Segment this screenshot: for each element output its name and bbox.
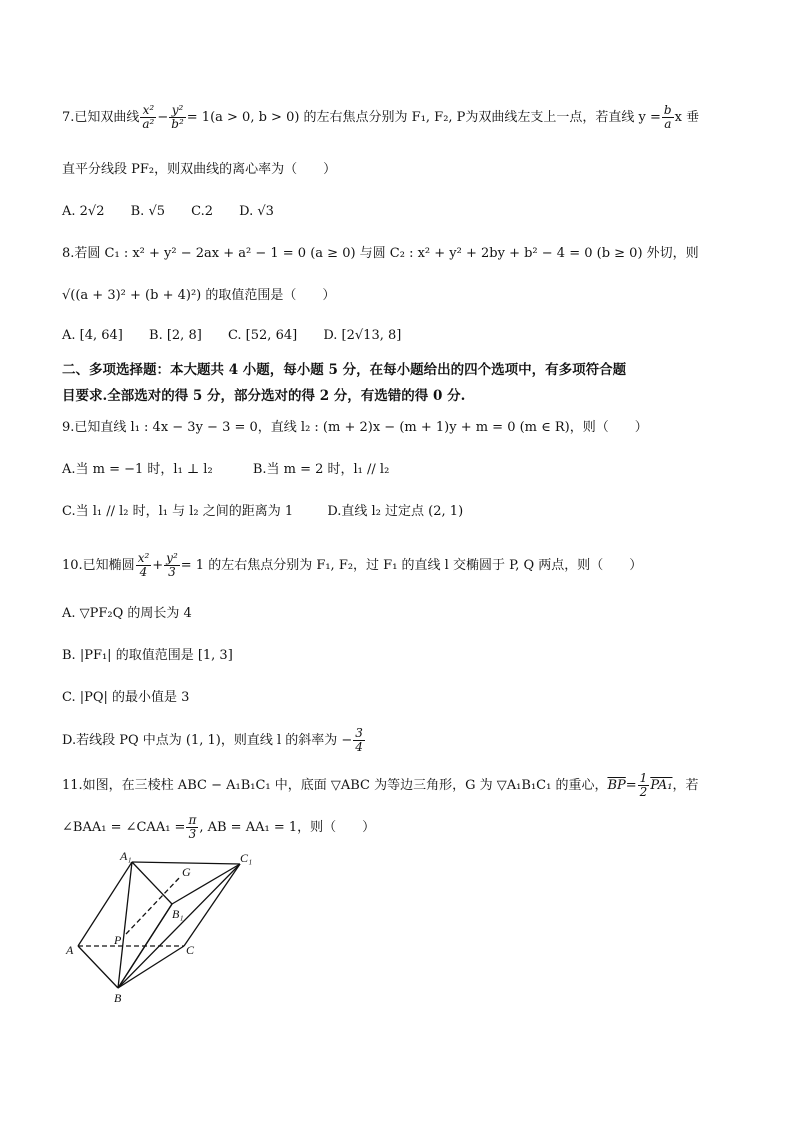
q10-option-b: B. |PF₁| 的取值范围是 [1, 3]: [62, 648, 233, 663]
label-a1: A₁: [120, 849, 132, 863]
edge-a1-c1: [132, 862, 240, 864]
q10-option-c: C. |PQ| 的最小值是 3: [62, 690, 190, 705]
label-c1: C₁: [240, 851, 253, 865]
label-g: G: [182, 865, 191, 879]
q8-option-b: B. [2, 8]: [149, 328, 202, 343]
q11-eq: =: [625, 778, 637, 793]
q11-fraction-1-2: $\frac{1}{2}$: [639, 771, 648, 799]
q9-option-d: D.直线 l₂ 过定点 (2, 1): [327, 504, 464, 519]
q8-line1: 8.若圆 C₁ : x² + y² − 2ax + a² − 1 = 0 (a ≥ 0) 与圆 C₂ : x² + y² + 2by + b² − 4 = 0 (b ≥ 0) 外切，则: [62, 246, 699, 261]
q7-line1: [62, 104, 699, 131]
label-a: A: [66, 943, 74, 957]
q9-option-b: B.当 m = 2 时，l₁ // l₂: [252, 462, 390, 477]
q10-fraction-3-4: $\frac{3}{4}$: [355, 726, 363, 754]
q8-options: [62, 326, 423, 346]
q8-option-c: C. [52, 64]: [227, 328, 298, 343]
q8-option-d: D. [2√13, 8]: [323, 328, 402, 343]
q10-fraction-y2-3: $\frac{\text{y²}}{3}$: [166, 551, 178, 579]
edge-b-c: [118, 946, 184, 988]
label-b1: B₁: [172, 907, 184, 921]
q10-line1: [62, 552, 642, 579]
q7-line2: 直平分线段 PF₂，则双曲线的离心率为（ ）: [62, 162, 337, 177]
section2-heading-line2: 目要求.全部选对的得 5 分，部分选对的得 2 分，有选错的得 0 分.: [62, 388, 466, 404]
q11-fraction-pi-3: $\frac{\pi}{3}$: [188, 813, 197, 841]
q7-fraction-y2-b2: $\frac{\text{y²}}{\text{b²}}$: [171, 103, 184, 131]
q11-vector-pa1: PA₁: [650, 778, 673, 793]
q10-plus: +: [152, 558, 164, 573]
q7-minus: −: [157, 110, 169, 125]
q11-line2-rest: , AB = AA₁ = 1，则（ ）: [199, 820, 376, 835]
q11-text-part2: ，若: [672, 778, 699, 793]
edge-c-c1: [184, 864, 240, 946]
q9-options-cd: [62, 502, 485, 522]
q11-line2: [62, 814, 375, 841]
q9-options-ab: [62, 460, 411, 480]
label-b: B: [114, 991, 122, 1005]
label-p: P: [114, 933, 122, 947]
q7-options: [62, 202, 296, 222]
label-c: C: [186, 943, 195, 957]
q8-option-a: A. [4, 64]: [62, 328, 123, 343]
prism-figure: [60, 848, 260, 1008]
edge-a1-b1: [132, 862, 172, 904]
section2-heading-line1: 二、多项选择题：本大题共 4 小题，每小题 5 分，在每小题给出的四个选项中，有多项符合题: [62, 362, 627, 378]
q9-option-a: A.当 m = −1 时，l₁ ⊥ l₂: [62, 462, 213, 477]
q11-angle-text: ∠BAA₁ = ∠CAA₁ =: [62, 820, 186, 835]
q11-text-part1: 11.如图，在三棱柱 ABC − A₁B₁C₁ 中，底面 ▽ABC 为等边三角形，G 为 ▽A₁B₁C₁ 的重心，: [62, 778, 608, 793]
q10-text-part2: = 1 的左右焦点分别为 F₁, F₂，过 F₁ 的直线 l 交椭圆于 P, Q 两点，则（ ）: [180, 558, 643, 573]
q7-option-b: B. √5: [130, 204, 165, 219]
q7-option-d: D. √3: [239, 204, 274, 219]
q7-option-a: A. 2√2: [62, 204, 105, 219]
q10-option-a: A. ▽PF₂Q 的周长为 4: [62, 606, 192, 621]
q7-fraction-x2-a2: $\frac{\text{x²}}{\text{a²}}$: [142, 103, 155, 131]
edge-a-b: [78, 946, 118, 988]
q10-option-d-text: D.若线段 PQ 中点为 (1, 1)，则直线 l 的斜率为 −: [62, 733, 353, 748]
q10-text-part1: 10.已知椭圆: [62, 558, 135, 573]
q10-fraction-x2-4: $\frac{\text{x²}}{4}$: [137, 551, 150, 579]
q7-fraction-b-a: $\frac{b}{a}$: [663, 103, 672, 131]
q7-text-part1: 7.已知双曲线: [62, 110, 140, 125]
q11-vector-bp: $\overline{BP}$: [607, 778, 626, 793]
q7-text-part3: x 垂: [674, 110, 700, 125]
q9-option-c: C.当 l₁ // l₂ 时，l₁ 与 l₂ 之间的距离为 1: [62, 504, 294, 519]
prism-diagram: [60, 848, 260, 1008]
q7-option-c: C.2: [191, 204, 214, 219]
q8-line2: √((a + 3)² + (b + 4)²) 的取值范围是（ ）: [62, 288, 336, 303]
q7-text-part2: = 1(a > 0, b > 0) 的左右焦点分别为 F₁, F₂, P为双曲线左支上一点，若直线 y =: [186, 110, 661, 125]
q10-option-d: [62, 727, 366, 754]
q9-line1: 9.已知直线 l₁ : 4x − 3y − 3 = 0，直线 l₂ : (m + 2)x − (m + 1)y + m = 0 (m ∈ R)，则（ ）: [62, 420, 648, 435]
q11-line1: [62, 772, 698, 799]
segment-b-c1: [118, 864, 240, 988]
